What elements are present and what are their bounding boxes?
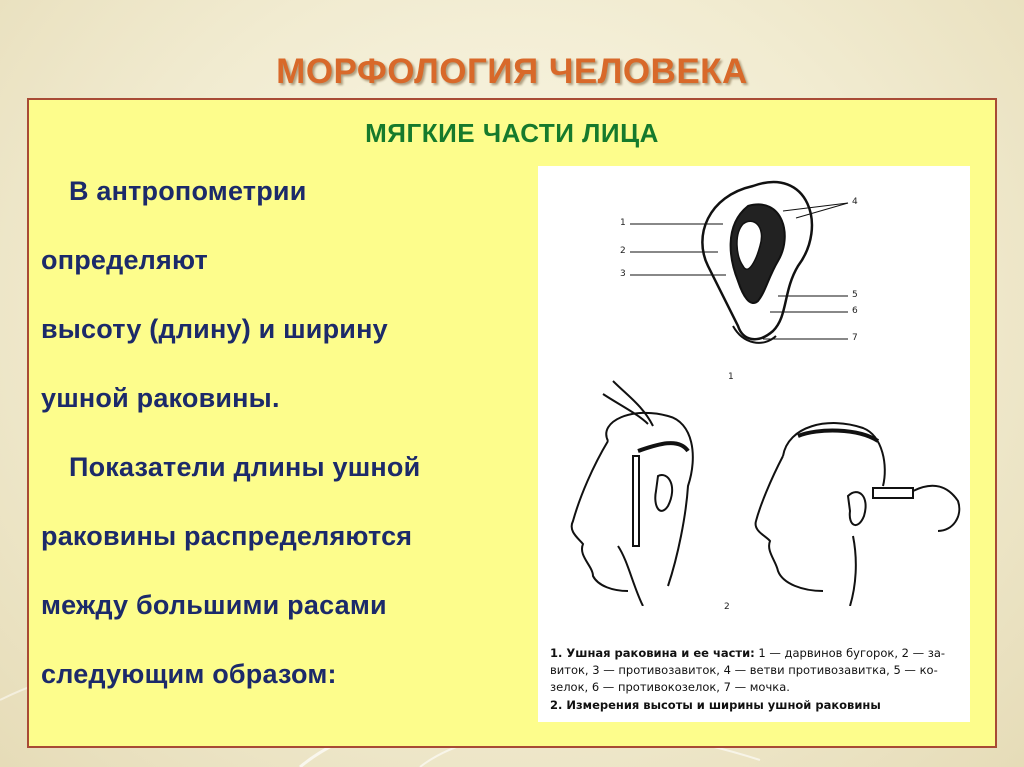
head-measurement-left — [572, 381, 693, 606]
ear-illustrations — [538, 166, 970, 606]
ear-label-7: 7 — [852, 333, 858, 343]
figure-caption-line-1 — [550, 646, 945, 660]
body-text-line: В антропометрии — [69, 176, 307, 206]
body-text-line: Показатели длины ушной — [69, 452, 421, 482]
caption-text: 1 — дарвинов бугорок, 2 — за- — [754, 646, 946, 660]
ear-label-5: 5 — [852, 290, 858, 300]
figure-caption-line-3: зелок, 6 — противокозелок, 7 — мочка. — [550, 680, 790, 694]
body-text-line: следующим образом: — [41, 659, 337, 689]
ear-diagram — [702, 182, 812, 343]
ear-anatomy-figure — [538, 166, 970, 722]
ear-label-4: 4 — [852, 197, 858, 207]
body-text-line: определяют — [41, 245, 208, 275]
head-measurement-right — [756, 423, 960, 606]
slide-subtitle: МЯГКИЕ ЧАСТИ ЛИЦА — [365, 118, 659, 148]
panel-number-1: 1 — [728, 372, 734, 382]
body-text-line: ушной раковины. — [41, 383, 280, 413]
figure-caption-line-4: 2. Измерения высоты и ширины ушной раковины — [550, 698, 881, 712]
content-panel — [27, 98, 997, 748]
panel-number-2: 2 — [724, 602, 730, 612]
body-text-line: между большими расами — [41, 590, 387, 620]
figure-caption-line-2: виток, 3 — противозавиток, 4 — ветви противозавитка, 5 — ко- — [550, 663, 938, 677]
caption-heading-1: 1. Ушная раковина и ее части: — [550, 646, 755, 660]
body-text-line: раковины распределяются — [41, 521, 413, 551]
ear-label-1: 1 — [620, 218, 626, 228]
ear-label-6: 6 — [852, 306, 858, 316]
body-text-line: высоту (длину) и ширину — [41, 314, 388, 344]
ear-label-2: 2 — [620, 246, 626, 256]
slide-title: МОРФОЛОГИЯ ЧЕЛОВЕКА — [276, 52, 748, 91]
ear-label-3: 3 — [620, 269, 626, 279]
